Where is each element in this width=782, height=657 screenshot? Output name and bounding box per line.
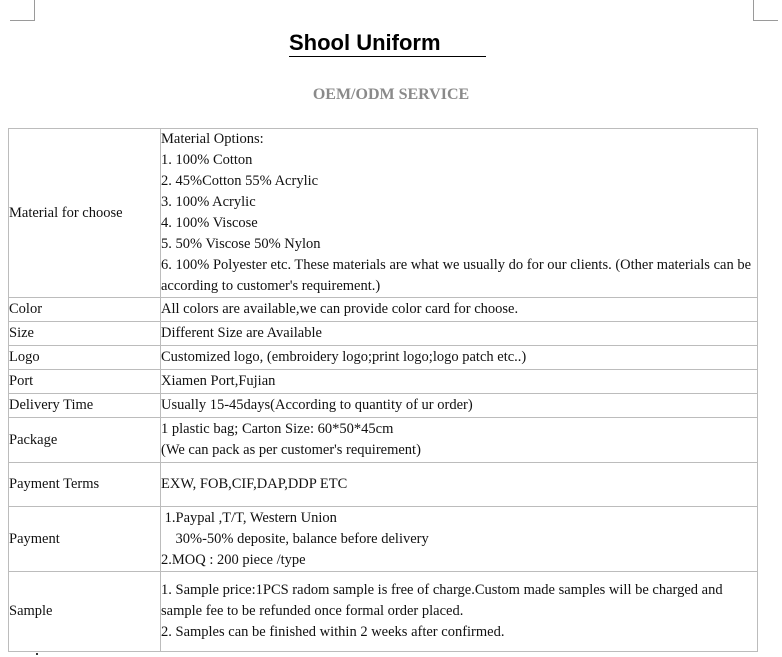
row-label: Size bbox=[9, 322, 161, 346]
table-row-package bbox=[9, 418, 758, 463]
row-value bbox=[161, 507, 758, 572]
value-line: 4. 100% Viscose bbox=[161, 215, 258, 231]
value-line: 1 plastic bag; Carton Size: 60*50*45cm bbox=[161, 421, 394, 437]
table-row-payment bbox=[9, 507, 758, 572]
table-row-delivery-time bbox=[9, 394, 758, 418]
value-line: Customized logo, (embroidery logo;print logo;logo patch etc..) bbox=[161, 349, 527, 365]
cursor-mark bbox=[36, 653, 38, 655]
table-row-size bbox=[9, 322, 758, 346]
table-row-sample bbox=[9, 572, 758, 652]
row-value bbox=[161, 370, 758, 394]
page-corner-marker-left bbox=[10, 0, 35, 21]
value-line: All colors are available,we can provide color card for choose. bbox=[161, 301, 519, 317]
row-value bbox=[161, 298, 758, 322]
document-title: Shool Uniform bbox=[289, 30, 441, 55]
row-value bbox=[161, 346, 758, 370]
value-line: 2. 45%Cotton 55% Acrylic bbox=[161, 173, 319, 189]
value-line: 5. 50% Viscose 50% Nylon bbox=[161, 236, 321, 252]
value-line: 2. Samples can be finished within 2 weeks after confirmed. bbox=[161, 624, 505, 640]
row-value bbox=[161, 572, 758, 652]
table-row-material bbox=[9, 129, 758, 298]
value-line: 1. 100% Cotton bbox=[161, 152, 253, 168]
row-label: Material for choose bbox=[9, 129, 161, 298]
value-line: (We can pack as per customer's requirement) bbox=[161, 442, 421, 458]
value-line: Usually 15-45days(According to quantity of ur order) bbox=[161, 397, 473, 413]
row-label: Delivery Time bbox=[9, 394, 161, 418]
row-label: Package bbox=[9, 418, 161, 463]
value-line: Material Options: bbox=[161, 131, 264, 147]
value-line: Xiamen Port,Fujian bbox=[161, 373, 276, 389]
value-line: 6. 100% Polyester etc. These materials are what we usually do for our clients. (Other materials can be according to customer's requirement.) bbox=[161, 257, 752, 294]
spec-table bbox=[8, 128, 758, 652]
row-label: Payment Terms bbox=[9, 463, 161, 507]
row-label: Payment bbox=[9, 507, 161, 572]
table-row-color bbox=[9, 298, 758, 322]
row-label: Logo bbox=[9, 346, 161, 370]
value-line: 1.Paypal ,T/T, Western Union bbox=[161, 509, 337, 526]
value-line: EXW, FOB,CIF,DAP,DDP ETC bbox=[161, 476, 348, 492]
row-value bbox=[161, 394, 758, 418]
row-value bbox=[161, 322, 758, 346]
row-value bbox=[161, 463, 758, 507]
document-subtitle: OEM/ODM SERVICE bbox=[312, 86, 470, 103]
value-line: Different Size are Available bbox=[161, 325, 322, 341]
value-line: 30%-50% deposite, balance before delivery bbox=[161, 530, 429, 547]
title-underline bbox=[289, 56, 486, 57]
table-row-logo bbox=[9, 346, 758, 370]
row-label: Color bbox=[9, 298, 161, 322]
row-value bbox=[161, 418, 758, 463]
row-value bbox=[161, 129, 758, 298]
value-line: 1. Sample price:1PCS radom sample is free of charge.Custom made samples will be charged and sample fee to be refunded once formal order placed. bbox=[161, 582, 723, 619]
table-row-port bbox=[9, 370, 758, 394]
value-line: 2.MOQ : 200 piece /type bbox=[161, 551, 306, 568]
row-label: Sample bbox=[9, 572, 161, 652]
value-line: 3. 100% Acrylic bbox=[161, 194, 256, 210]
page-corner-marker-right bbox=[753, 0, 778, 21]
table-row-payment-terms bbox=[9, 463, 758, 507]
row-label: Port bbox=[9, 370, 161, 394]
